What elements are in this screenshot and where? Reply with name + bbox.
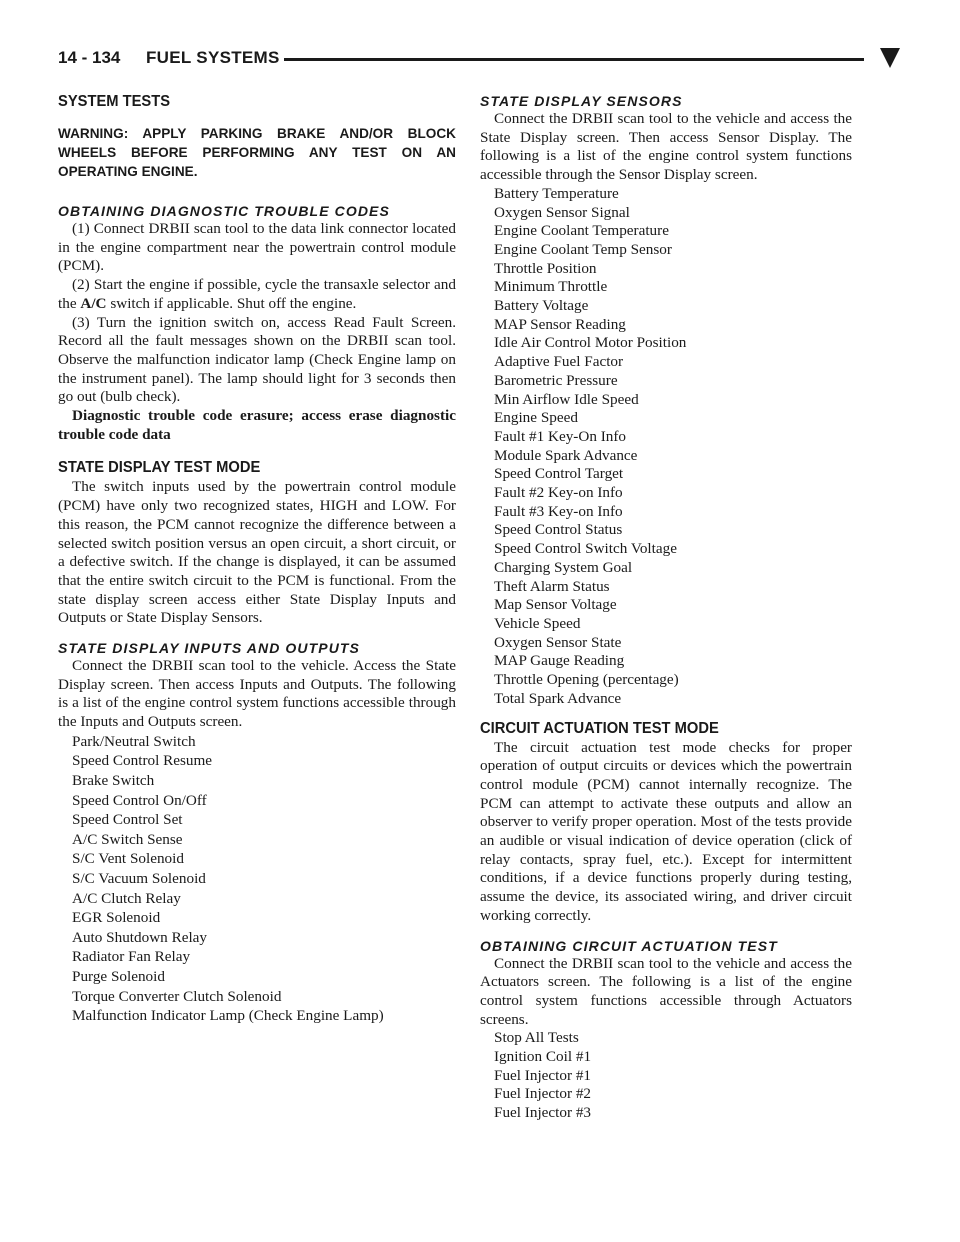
list-item: MAP Gauge Reading <box>494 652 625 670</box>
list-item: Charging System Goal <box>494 558 633 576</box>
sensors-heading: STATE DISPLAY SENSORS <box>480 93 683 109</box>
page-header <box>58 46 904 74</box>
section-title: FUEL SYSTEMS <box>146 48 280 67</box>
list-item: Radiator Fan Relay <box>72 948 191 966</box>
list-item: Engine Speed <box>494 409 578 427</box>
list-item: Ignition Coil #1 <box>494 1048 592 1066</box>
list-item: Malfunction Indicator Lamp (Check Engine Lamp) <box>72 1007 384 1025</box>
list-item: Throttle Opening (percentage) <box>494 671 679 689</box>
list-item: Stop All Tests <box>494 1029 579 1047</box>
sensors-list <box>480 185 852 709</box>
list-item: Engine Coolant Temp Sensor <box>494 240 672 258</box>
list-item: Speed Control Target <box>494 465 624 483</box>
list-item: Adaptive Fuel Factor <box>494 353 624 371</box>
list-item: Oxygen Sensor Signal <box>494 203 630 221</box>
list-item: Auto Shutdown Relay <box>72 928 207 946</box>
list-item: EGR Solenoid <box>72 909 161 927</box>
page-number: 14 - 134 <box>58 48 121 67</box>
list-item: Park/Neutral Switch <box>72 732 196 750</box>
list-item: Minimum Throttle <box>494 278 608 296</box>
list-item: Min Airflow Idle Speed <box>494 390 639 408</box>
list-item: Speed Control Set <box>72 811 183 829</box>
list-item: A/C Clutch Relay <box>72 889 181 907</box>
inputs-outputs-heading: STATE DISPLAY INPUTS AND OUTPUTS <box>58 640 360 657</box>
triangle-down-icon <box>880 48 900 68</box>
left-column <box>58 92 456 1026</box>
step-3: (3) Turn the ignition switch on, access Read Fault Screen. Record all the fault messages shown on the DRBII scan tool. Observe the malfunction indicator lamp (Check Engine lamp on the instrument panel). The lamp should light for 3 seconds then go out (bulb check). <box>58 313 456 406</box>
list-item: Engine Coolant Temperature <box>494 222 669 240</box>
sensors-paragraph: Connect the DRBII scan tool to the vehicle and access the State Display screen. Then access Sensor Display. The following is a list of the engine control system functions accessible through the Sensor Display screen. <box>480 110 852 184</box>
list-item: Idle Air Control Motor Position <box>494 334 687 352</box>
warning-text: WARNING: APPLY PARKING BRAKE AND/OR BLOCK WHEELS BEFORE PERFORMING ANY TEST ON AN OPERATING ENGINE. <box>58 126 456 179</box>
right-column <box>480 92 852 1123</box>
state-display-heading: STATE DISPLAY TEST MODE <box>58 459 261 477</box>
actuators-list <box>480 1029 852 1123</box>
list-item: Battery Temperature <box>494 184 619 202</box>
system-tests-heading: SYSTEM TESTS <box>58 93 171 110</box>
list-item: S/C Vacuum Solenoid <box>72 870 206 888</box>
list-item: Oxygen Sensor State <box>494 633 622 651</box>
inputs-outputs-list <box>58 732 456 1026</box>
list-item: Map Sensor Voltage <box>494 596 617 614</box>
list-item: Speed Control Resume <box>72 752 213 770</box>
circuit-actuation-heading: CIRCUIT ACTUATION TEST MODE <box>480 719 719 737</box>
list-item: Total Spark Advance <box>494 689 622 707</box>
dtc-erasure-note: Diagnostic trouble code erasure; access erase diagnostic trouble code data <box>58 407 456 443</box>
list-item: Speed Control Status <box>494 521 623 539</box>
obtaining-actuation-heading: OBTAINING CIRCUIT ACTUATION TEST <box>480 937 778 954</box>
list-item: Module Spark Advance <box>494 446 638 464</box>
state-display-paragraph: The switch inputs used by the powertrain control module (PCM) have only two recognized states, HIGH and LOW. For this reason, the PCM cannot recognize the difference between a selected switch position versus an open circuit, a short circuit, or a defective switch. If the change is displayed, it can be assumed that the entire switch circuit to the PCM is functional. From the state display screen access either State Display Inputs and Outputs or State Display Sensors. <box>58 478 456 627</box>
list-item: Theft Alarm Status <box>494 577 610 595</box>
list-item: MAP Sensor Reading <box>494 315 626 333</box>
step-2: (2) Start the engine if possible, cycle the transaxle selector and the A/C switch if applicable. Shut off the engine. <box>58 276 456 312</box>
list-item: Fuel Injector #2 <box>494 1085 592 1103</box>
list-item: Brake Switch <box>72 772 155 790</box>
list-item: Fuel Injector #3 <box>494 1104 592 1122</box>
list-item: Barometric Pressure <box>494 371 618 389</box>
list-item: Battery Voltage <box>494 297 589 315</box>
list-item: Fuel Injector #1 <box>494 1066 592 1084</box>
inputs-outputs-paragraph: Connect the DRBII scan tool to the vehicle. Access the State Display screen. Then access Inputs and Outputs. The following is a list of the engine control system functions accessible through the Inputs and Outputs screen. <box>58 657 456 731</box>
list-item: Speed Control Switch Voltage <box>494 540 677 558</box>
circuit-actuation-paragraph: The circuit actuation test mode checks for proper operation of output circuits or devices which the powertrain control module (PCM) cannot internally recognize. The PCM can attempt to activate these outputs and allow an observer to verify proper operation. Most of the tests provide an audible or visual indication of device operation (click of relay contacts, spray fuel, etc.). Except for intermittent conditions, if a device functions properly during testing, assume the device, its associated wiring, and driver circuit working correctly. <box>480 738 852 924</box>
step-1: (1) Connect DRBII scan tool to the data link connector located in the engine compartment near the powertrain control module (PCM). <box>58 220 456 275</box>
list-item: S/C Vent Solenoid <box>72 850 184 868</box>
list-item: A/C Switch Sense <box>72 830 183 848</box>
list-item: Purge Solenoid <box>72 968 165 985</box>
list-item: Fault #2 Key-on Info <box>494 484 623 502</box>
list-item: Speed Control On/Off <box>72 791 207 809</box>
list-item: Vehicle Speed <box>494 614 581 632</box>
header-rule <box>284 58 864 61</box>
list-item: Torque Converter Clutch Solenoid <box>72 987 282 1005</box>
dtc-heading: OBTAINING DIAGNOSTIC TROUBLE CODES <box>58 203 390 219</box>
list-item: Fault #3 Key-on Info <box>494 502 623 520</box>
list-item: Throttle Position <box>494 259 597 277</box>
obtaining-actuation-paragraph: Connect the DRBII scan tool to the vehicle and access the Actuators screen. The following is a list of the engine control system functions accessible through Actuators screens. <box>480 954 852 1028</box>
list-item: Fault #1 Key-On Info <box>494 427 627 445</box>
